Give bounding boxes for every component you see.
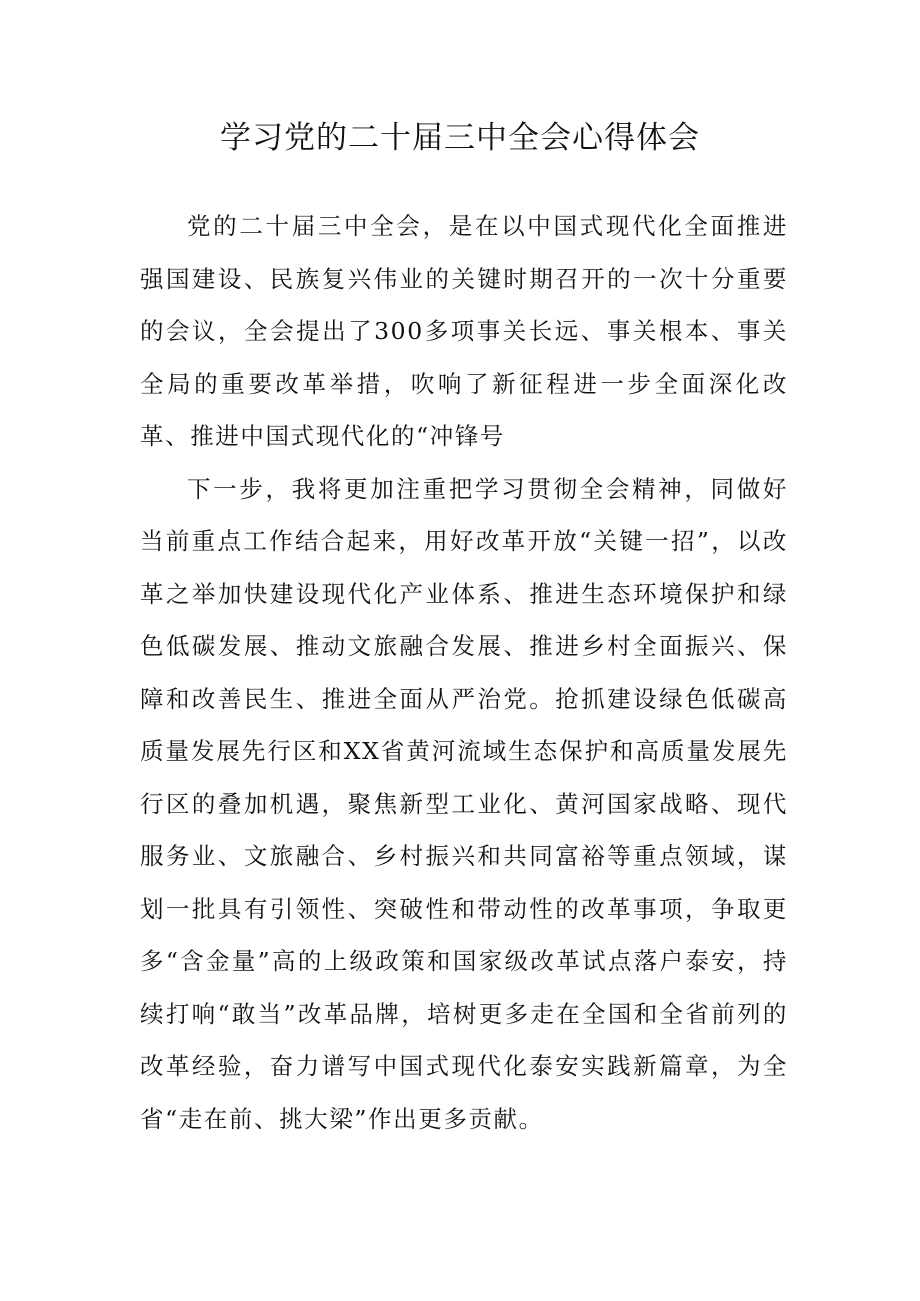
document-body	[140, 200, 788, 1145]
paragraph-1: 党的二十届三中全会，是在以中国式现代化全面推进强国建设、民族复兴伟业的关键时期召开的一次十分重要的会议，全会提出了300多项事关长远、事关根本、事关全局的重要改革举措，吹响了新征程进一步全面深化改革、推进中国式现代化的“冲锋号	[140, 212, 788, 450]
paragraph-2: 下一步，我将更加注重把学习贯彻全会精神，同做好当前重点工作结合起来，用好改革开放“关键一招”，以改革之举加快建设现代化产业体系、推进生态环境保护和绿色低碳发展、推动文旅融合发展、推进乡村全面振兴、保障和改善民生、推进全面从严治党。抢抓建设绿色低碳高质量发展先行区和XX省黄河流域生态保护和高质量发展先行区的叠加机遇，聚焦新型工业化、黄河国家战略、现代服务业、文旅融合、乡村振兴和共同富裕等重点领域，谋划一批具有引领性、突破性和带动性的改革事项，争取更多“含金量”高的上级政策和国家级改革试点落户泰安，持续打响“敢当”改革品牌，培树更多走在全国和全省前列的改革经验，奋力谱写中国式现代化泰安实践新篇章，为全省“走在前、挑大梁”作出更多贡献。	[140, 474, 788, 1133]
document-title: 学习党的二十届三中全会心得体会	[220, 120, 700, 156]
